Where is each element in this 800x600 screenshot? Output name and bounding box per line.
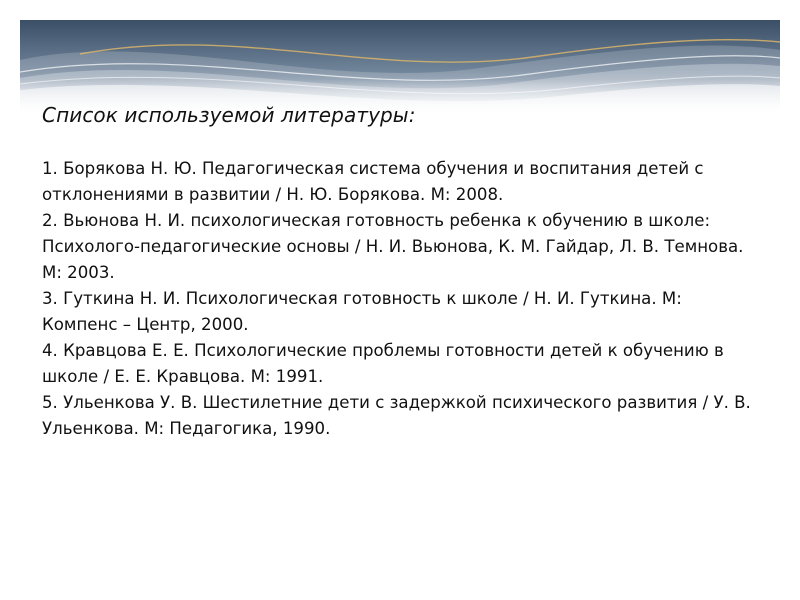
- reference-item: 3. Гуткина Н. И. Психологическая готовность к школе / Н. И. Гуткина. М: Компенс – Центр, 2000.: [42, 289, 682, 334]
- reference-item: 2. Вьюнова Н. И. психологическая готовность ребенка к обучению в школе: Психолого-педагогические основы / Н. И. Вьюнова, К. М. Гайдар, Л. В. Темнова. М: 2003.: [42, 211, 744, 282]
- slide-title: Список используемой литературы:: [42, 103, 416, 127]
- reference-item: 5. Ульенкова У. В. Шестилетние дети с задержкой психического развития / У. В. Ульенкова. М: Педагогика, 1990.: [42, 393, 751, 438]
- header-banner: [20, 20, 780, 112]
- reference-list: [42, 156, 758, 442]
- reference-item: 1. Борякова Н. Ю. Педагогическая система обучения и воспитания детей с отклонениями в развитии / Н. Ю. Борякова. М: 2008.: [42, 159, 704, 204]
- reference-item: 4. Кравцова Е. Е. Психологические проблемы готовности детей к обучению в школе / Е. Е. Кравцова. М: 1991.: [42, 341, 724, 386]
- wave-decoration: [20, 20, 780, 112]
- slide-content: [42, 102, 758, 442]
